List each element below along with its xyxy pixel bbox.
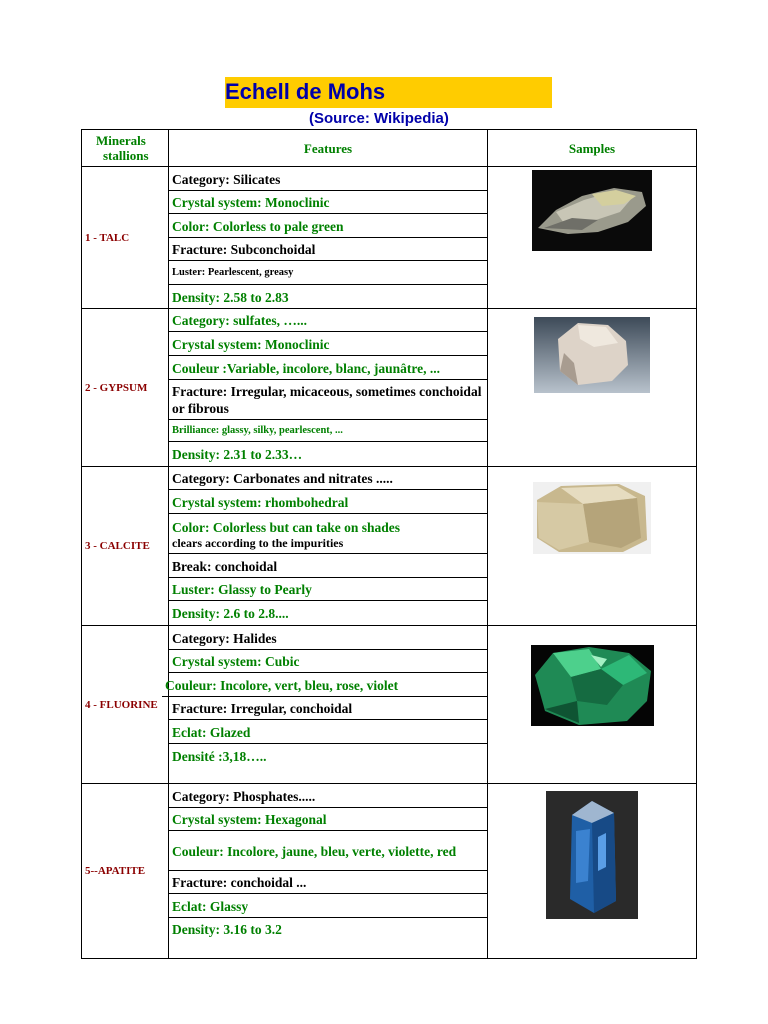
- header-minerals-line1: Minerals: [96, 133, 146, 148]
- gypsum-sample-image: [534, 317, 650, 393]
- talc-sample-image: [532, 170, 652, 251]
- header-minerals-line2: stallions: [103, 148, 149, 163]
- sample-cell: [488, 626, 697, 784]
- header-samples: Samples: [488, 130, 697, 167]
- page-title: Echell de Mohs: [225, 79, 386, 104]
- apatite-sample-image: [546, 791, 638, 919]
- feature-line: Couleur: Incolore, vert, bleu, rose, violet: [162, 673, 487, 697]
- feature-line: Color: Colorless to pale green: [169, 214, 487, 238]
- feature-line: Luster: Pearlescent, greasy: [169, 261, 487, 285]
- feature-line: Crystal system: rhombohedral: [169, 490, 487, 514]
- calcite-sample-image: [533, 482, 651, 554]
- feature-line: [169, 514, 487, 554]
- mineral-row-fluorine: [82, 626, 697, 784]
- mineral-name: 4 - FLUORINE: [82, 626, 169, 784]
- feature-line: Crystal system: Monoclinic: [169, 191, 487, 214]
- feature-line: Crystal system: Cubic: [169, 650, 487, 673]
- feature-line: Density: 2.6 to 2.8....: [172, 606, 289, 621]
- mineral-name: 1 - TALC: [82, 167, 169, 309]
- feature-line: Break: conchoidal: [169, 554, 487, 578]
- mineral-row-gypsum: [82, 309, 697, 467]
- mineral-row-calcite: [82, 467, 697, 626]
- feature-list: [169, 467, 488, 626]
- feature-line: Brilliance: glassy, silky, pearlescent, ...: [169, 420, 487, 442]
- fluorine-sample-image: [531, 645, 654, 726]
- feature-line: Couleur :Variable, incolore, blanc, jaunâtre, ...: [169, 356, 487, 380]
- mineral-name: 5--APATITE: [82, 784, 169, 959]
- feature-line: Crystal system: Monoclinic: [169, 332, 487, 356]
- feature-line: Luster: Glassy to Pearly: [169, 578, 487, 601]
- feature-line: Crystal system: Hexagonal: [169, 808, 487, 831]
- sample-cell: [488, 167, 697, 309]
- feature-line: Density: 2.58 to 2.83: [172, 289, 289, 305]
- sample-cell: [488, 467, 697, 626]
- feature-line: Category: Carbonates and nitrates .....: [169, 467, 487, 490]
- mineral-name: 2 - GYPSUM: [82, 309, 169, 467]
- feature-list: [169, 309, 488, 467]
- feature-line: Category: Silicates: [169, 167, 487, 191]
- feature-list: [169, 784, 488, 959]
- header-minerals: [82, 130, 169, 167]
- header-row: [82, 130, 697, 167]
- feature-line: Fracture: conchoidal ...: [169, 871, 487, 894]
- feature-list: [165, 626, 488, 784]
- sample-cell: [488, 309, 697, 467]
- mineral-row-talc: [82, 167, 697, 309]
- feature-line: Eclat: Glazed: [169, 720, 487, 744]
- feature-text: Color: Colorless but can take on shades: [172, 519, 401, 535]
- feature-subtext: clears according to the impurities: [172, 535, 344, 550]
- feature-line: Fracture: Subconchoidal: [169, 238, 487, 261]
- mohs-table: [81, 129, 697, 959]
- feature-line: Density: 3.16 to 3.2: [172, 922, 282, 937]
- feature-line: Couleur: Incolore, jaune, bleu, verte, violette, red: [169, 831, 487, 871]
- sample-cell: [488, 784, 697, 959]
- mineral-name: 3 - CALCITE: [82, 467, 169, 626]
- feature-line: Fracture: Irregular, micaceous, sometimes conchoidal or fibrous: [169, 380, 487, 420]
- feature-line: Eclat: Glassy: [169, 894, 487, 918]
- feature-line: Category: Phosphates.....: [169, 784, 487, 808]
- mineral-row-apatite: [82, 784, 697, 959]
- feature-line: Density: 2.31 to 2.33…: [172, 447, 303, 462]
- feature-line: Category: Halides: [169, 626, 487, 650]
- feature-line: Category: sulfates, …...: [169, 309, 487, 332]
- title-banner: [225, 77, 552, 108]
- feature-line: Fracture: Irregular, conchoidal: [169, 697, 487, 720]
- feature-line: Densité :3,18…..: [172, 749, 267, 764]
- feature-list: [169, 167, 488, 309]
- source-note: (Source: Wikipedia): [309, 110, 449, 127]
- header-features: Features: [169, 130, 488, 167]
